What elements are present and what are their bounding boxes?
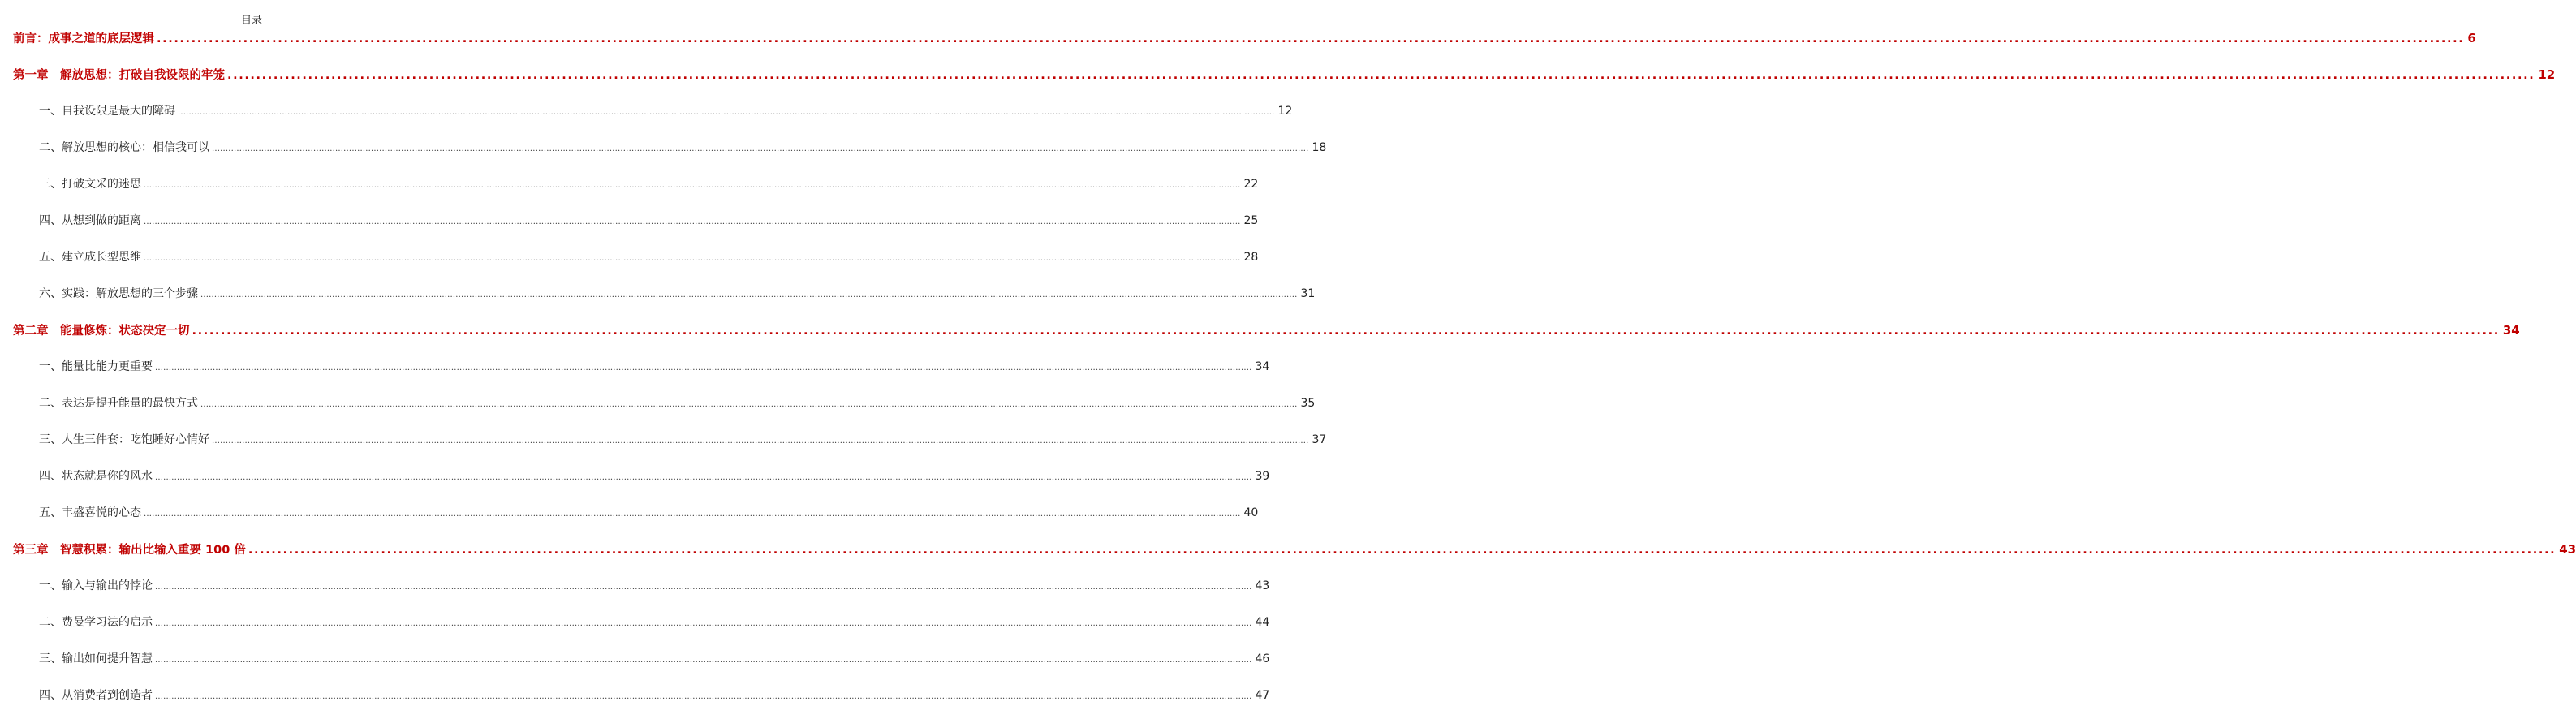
toc-section-entry[interactable] — [39, 102, 1293, 122]
toc-chapter-entry[interactable] — [13, 66, 2556, 84]
toc-entry-label: 一、自我设限是最大的障碍 — [39, 105, 175, 118]
toc-section-entry[interactable] — [39, 358, 1270, 377]
dot-leader: ................................................................................................................................................................................................................................................................................................................................................................................................................ — [155, 583, 1252, 592]
toc-entry-label: 六、实践：解放思想的三个步骤 — [39, 287, 198, 300]
toc-page-number: 22 — [1243, 178, 1259, 191]
toc-page-number: 25 — [1243, 214, 1259, 227]
dot-leader: ................................................................................................................................................................................................................................................................................................................................................................................................................ — [144, 510, 1241, 519]
toc-page-number: 34 — [1255, 360, 1270, 373]
toc-page-number: 39 — [1255, 470, 1270, 483]
toc-entry-label: 第二章 能量修炼：状态决定一切 — [13, 325, 190, 338]
toc-section-entry[interactable] — [39, 687, 1270, 706]
toc-page-number: 40 — [1243, 506, 1259, 519]
toc-entry-label: 五、丰盛喜悦的心态 — [39, 506, 141, 519]
dot-leader: ................................................................................................................................................................................................................................................................................................................................................................................................................ — [155, 364, 1252, 372]
toc-chapter-entry[interactable] — [13, 321, 2520, 340]
dot-leader: ................................................................................................................................................................................................................................................................................................................................................................................................................ — [155, 473, 1252, 482]
toc-page-number: 31 — [1300, 287, 1316, 300]
toc-page-number: 47 — [1255, 689, 1270, 702]
dot-leader: ................................................................................................................................................................................................................................................................................................................................................................................................................ — [144, 254, 1241, 263]
toc-section-entry[interactable] — [39, 467, 1270, 487]
toc-section-entry[interactable] — [39, 139, 1327, 158]
page-title: 目录 — [240, 15, 262, 27]
toc-page-number: 34 — [2502, 323, 2520, 338]
toc-chapter-entry[interactable] — [13, 29, 2476, 48]
dot-leader: ................................................................................................................................................................................................................................................................................................................................................................................................................ — [192, 325, 2500, 338]
toc-entry-label: 四、状态就是你的风水 — [39, 470, 153, 483]
toc-entry-label: 三、打破文采的迷思 — [39, 178, 141, 191]
toc-entry-label: 四、从想到做的距离 — [39, 214, 141, 227]
dot-leader: ................................................................................................................................................................................................................................................................................................................................................................................................................ — [157, 32, 2465, 45]
toc-section-entry[interactable] — [39, 504, 1259, 523]
dot-leader: ................................................................................................................................................................................................................................................................................................................................................................................................................ — [227, 69, 2535, 82]
toc-entry-label: 四、从消费者到创造者 — [39, 689, 153, 702]
dot-leader: ................................................................................................................................................................................................................................................................................................................................................................................................................ — [200, 291, 1298, 299]
toc-section-entry[interactable] — [39, 650, 1270, 669]
toc-section-entry[interactable] — [39, 394, 1316, 414]
toc-page-number: 43 — [1255, 579, 1270, 592]
toc-page-number: 6 — [2467, 31, 2476, 45]
toc-section-entry[interactable] — [39, 248, 1259, 268]
toc-entry-label: 一、能量比能力更重要 — [39, 360, 153, 373]
toc-entry-label: 二、表达是提升能量的最快方式 — [39, 397, 198, 410]
toc-section-entry[interactable] — [39, 614, 1270, 633]
dot-leader: ................................................................................................................................................................................................................................................................................................................................................................................................................ — [144, 181, 1241, 190]
toc-entry-label: 第一章 解放思想：打破自我设限的牢笼 — [13, 69, 225, 82]
toc-chapter-entry[interactable] — [13, 540, 2576, 559]
toc-entry-label: 第三章 智慧积累：输出比输入重要 100 倍 — [13, 544, 246, 557]
toc-section-entry[interactable] — [39, 285, 1316, 304]
toc-page-number: 46 — [1255, 652, 1270, 665]
toc-section-entry[interactable] — [39, 577, 1270, 596]
dot-leader: ................................................................................................................................................................................................................................................................................................................................................................................................................ — [178, 108, 1275, 117]
toc-section-entry[interactable] — [39, 212, 1259, 231]
dot-leader: ................................................................................................................................................................................................................................................................................................................................................................................................................ — [155, 656, 1252, 665]
toc-entry-label: 三、输出如何提升智慧 — [39, 652, 153, 665]
dot-leader: ................................................................................................................................................................................................................................................................................................................................................................................................................ — [200, 400, 1298, 409]
toc-page-number: 35 — [1300, 397, 1316, 410]
toc-section-entry[interactable] — [39, 175, 1259, 195]
toc-entry-label: 前言：成事之道的底层逻辑 — [13, 32, 154, 45]
toc-page-number: 28 — [1243, 251, 1259, 264]
dot-leader: ................................................................................................................................................................................................................................................................................................................................................................................................................ — [212, 144, 1309, 153]
dot-leader: ................................................................................................................................................................................................................................................................................................................................................................................................................ — [212, 437, 1309, 446]
dot-leader: ................................................................................................................................................................................................................................................................................................................................................................................................................ — [144, 217, 1241, 226]
dot-leader: ................................................................................................................................................................................................................................................................................................................................................................................................................ — [248, 544, 2557, 557]
dot-leader: ................................................................................................................................................................................................................................................................................................................................................................................................................ — [155, 619, 1252, 628]
toc-entry-label: 一、输入与输出的悖论 — [39, 579, 153, 592]
dot-leader: ................................................................................................................................................................................................................................................................................................................................................................................................................ — [155, 692, 1252, 701]
toc-entry-label: 二、费曼学习法的启示 — [39, 616, 153, 629]
toc-page-number: 37 — [1312, 433, 1327, 446]
toc-entry-label: 五、建立成长型思维 — [39, 251, 141, 264]
toc-page-number: 44 — [1255, 616, 1270, 629]
toc-section-entry[interactable] — [39, 431, 1327, 450]
toc-page-number: 18 — [1312, 141, 1327, 154]
toc-entry-label: 三、人生三件套：吃饱睡好心情好 — [39, 433, 209, 446]
toc-entry-label: 二、解放思想的核心：相信我可以 — [39, 141, 209, 154]
toc-page-number: 43 — [2559, 542, 2576, 557]
toc-page-number: 12 — [2538, 67, 2556, 82]
toc-page-number: 12 — [1277, 105, 1293, 118]
